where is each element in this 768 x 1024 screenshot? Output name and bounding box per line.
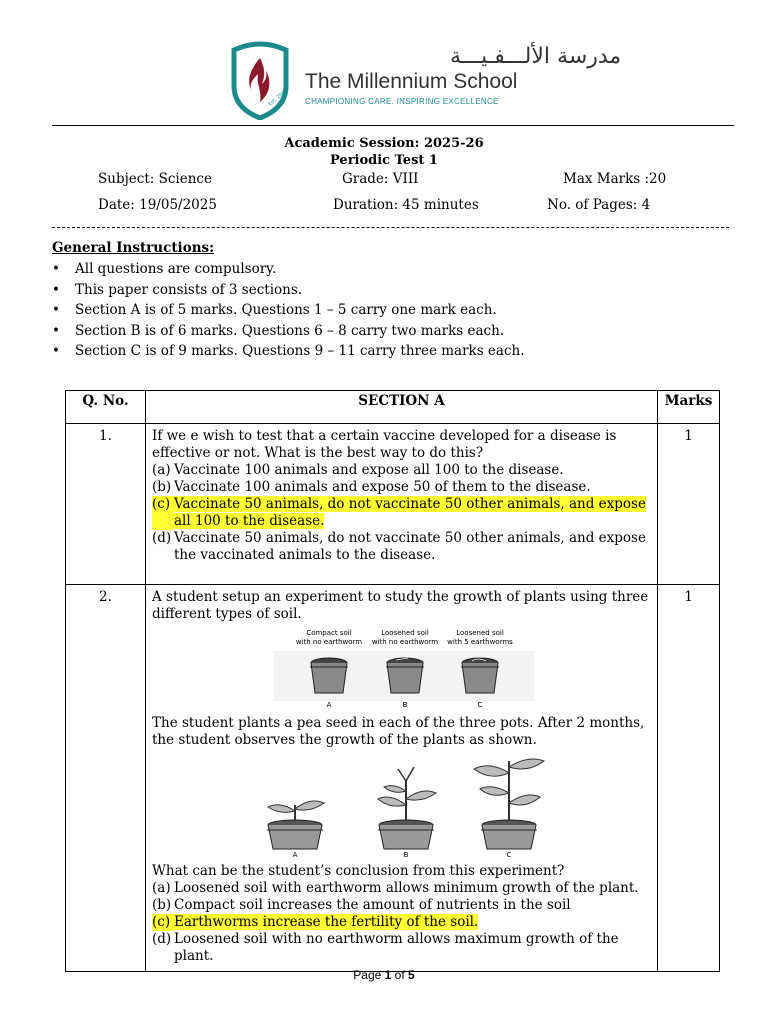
pot-label-line: Loosened soil: [456, 629, 504, 637]
question-stem: If we e wish to test that a certain vaccine developed for a disease is effective or not. What is the best way to do this?: [152, 428, 617, 461]
question-number: 1.: [66, 424, 146, 585]
option-a: [152, 462, 651, 479]
pot-icon: [310, 658, 348, 693]
pot-icon: [461, 658, 499, 693]
questions-table: [65, 390, 720, 972]
school-name: The Millennium School: [305, 70, 518, 93]
question-marks: 1: [658, 585, 720, 972]
instructions-list: [52, 261, 525, 364]
option-text: Compact soil increases the amount of nutrients in the soil: [174, 897, 571, 913]
question-2-cell: [146, 585, 658, 972]
option-label: (d): [152, 530, 172, 546]
plant-pot-icon: [267, 801, 324, 849]
footer-middle: of: [391, 968, 409, 982]
table-header-row: [66, 391, 720, 424]
option-a: [152, 880, 651, 897]
option-label: (d): [152, 931, 172, 947]
option-c: [152, 496, 651, 530]
question-marks: 1: [658, 424, 720, 585]
option-c: [152, 914, 651, 931]
option-d: [152, 931, 651, 965]
col-qno-header: Q. No.: [66, 391, 146, 424]
option-text: Vaccinate 50 animals, do not vaccinate 50 other animals, and expose the vaccinated animals to the disease.: [174, 530, 646, 563]
instruction-item: • Section A is of 5 marks. Questions 1 – 5 carry one mark each.: [52, 302, 525, 323]
plant-growth-figure: [152, 753, 652, 859]
pot-icon: [386, 658, 424, 693]
pot-letter: A: [326, 701, 332, 709]
instructions-heading: General Instructions:: [52, 240, 215, 256]
table-row: [66, 585, 720, 972]
pot-letter: A: [292, 851, 298, 859]
option-label: (b): [152, 897, 172, 913]
max-marks-field: Max Marks :20: [563, 171, 667, 187]
option-b: [152, 479, 651, 496]
instruction-item: • This paper consists of 3 sections.: [52, 282, 525, 303]
logo-est-text: Est. 2000: [267, 87, 290, 108]
question-prompt: What can be the student’s conclusion from this experiment?: [152, 863, 565, 879]
option-b: [152, 897, 651, 914]
date-field: Date: 19/05/2025: [98, 197, 217, 213]
option-label: (c): [152, 496, 174, 530]
footer-prefix: Page: [353, 968, 385, 982]
plant-pot-icon: [378, 767, 436, 849]
footer-current-page: 1: [384, 968, 392, 982]
pot-label-line: with no earthworm: [371, 638, 439, 646]
option-text: Loosened soil with no earthworm allows maximum growth of the plant.: [174, 931, 619, 964]
school-logo-icon: [228, 40, 292, 120]
plant-pot-icon: [474, 759, 544, 849]
option-d: [152, 530, 651, 564]
question-middle-text: The student plants a pea seed in each of the three pots. After 2 months, the student observes the growth of the plants as shown.: [152, 715, 645, 748]
soil-pots-figure: [152, 627, 652, 711]
header-divider: [52, 125, 734, 126]
pot-letter: C: [506, 851, 512, 859]
question-stem: A student setup an experiment to study the growth of plants using three different types of soil.: [152, 589, 649, 622]
footer-total-pages: 5: [408, 968, 415, 982]
pages-field: No. of Pages: 4: [547, 197, 651, 213]
question-number: 2.: [66, 585, 146, 972]
option-text-highlighted: Earthworms increase the fertility of the soil.: [174, 914, 479, 930]
subject-field: Subject: Science: [98, 171, 212, 187]
school-arabic-name: مدرسة الألـــفـيـــة: [450, 44, 622, 69]
question-1-cell: [146, 424, 658, 585]
school-tagline: CHAMPIONING CARE. INSPIRING EXCELLENCE: [305, 97, 499, 106]
option-text-highlighted: Vaccinate 50 animals, do not vaccinate 50 other animals, and expose all 100 to the disease.: [174, 496, 646, 529]
pot-label-line: with 5 earthworms: [447, 638, 513, 646]
pot-label-line: with no earthworm: [295, 638, 363, 646]
option-label: (a): [152, 462, 171, 478]
pot-letter: B: [402, 701, 408, 709]
page-footer: [0, 968, 768, 982]
option-label: (c): [152, 914, 174, 931]
pot-label-line: Loosened soil: [381, 629, 429, 637]
duration-field: Duration: 45 minutes: [333, 197, 479, 213]
pot-letter: B: [403, 851, 409, 859]
option-label: (a): [152, 880, 171, 896]
pot-label-line: Compact soil: [306, 629, 352, 637]
col-marks-header: Marks: [658, 391, 720, 424]
grade-field: Grade: VIII: [342, 171, 419, 187]
option-text: Vaccinate 100 animals and expose all 100 to the disease.: [174, 462, 564, 478]
col-section-header: SECTION A: [146, 391, 658, 424]
option-text: Loosened soil with earthworm allows minimum growth of the plant.: [174, 880, 639, 896]
instruction-item: • Section B is of 6 marks. Questions 6 – 8 carry two marks each.: [52, 323, 525, 344]
pot-letter: C: [477, 701, 483, 709]
table-row: [66, 424, 720, 585]
option-label: (b): [152, 479, 172, 495]
option-text: Vaccinate 100 animals and expose 50 of them to the disease.: [174, 479, 591, 495]
instruction-item: • All questions are compulsory.: [52, 261, 525, 282]
academic-session: Academic Session: 2025-26: [284, 136, 484, 151]
test-title: Periodic Test 1: [330, 153, 438, 168]
instruction-item: • Section C is of 9 marks. Questions 9 – 11 carry three marks each.: [52, 343, 525, 364]
dashed-divider: [52, 227, 729, 228]
